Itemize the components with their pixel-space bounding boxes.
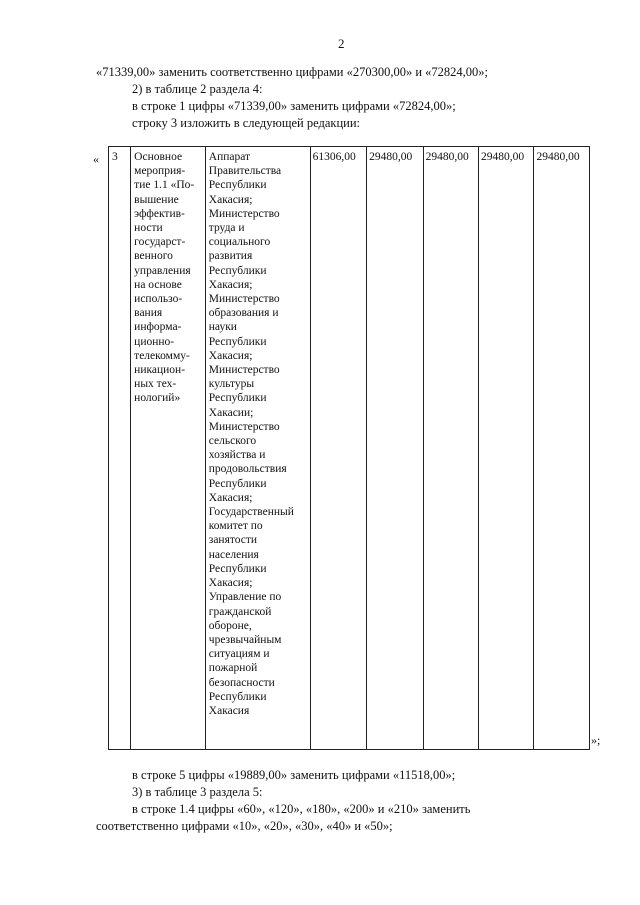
amount-year-cell: 29480,00 [367, 147, 423, 750]
cell-text-line: Хакасия; [208, 193, 253, 206]
text-line: соответственно цифрами «10», «20», «30», «40» и «50»; [96, 819, 393, 833]
cell-text-line: безопасности [208, 676, 275, 689]
cell-text-line: использо- [134, 293, 183, 306]
cell-text-line: Аппарат [208, 151, 251, 163]
cell-text-line: труда и [208, 222, 245, 235]
cell-text-line: Республики [208, 392, 267, 405]
cell-text-line: Хакасия; [208, 491, 253, 504]
cell-text-line: гражданской [208, 605, 272, 618]
text-line: в строке 1.4 цифры «60», «120», «180», «200» и «210» заменить [132, 802, 471, 816]
cell-text-line: Основное [134, 151, 183, 163]
cell-text-line: государст- [134, 236, 186, 249]
cell-text-line: ности [134, 222, 163, 235]
cell-text-line: ционно- [134, 335, 175, 348]
cell-text-line: обороне, [208, 619, 252, 632]
page-number: 2 [338, 36, 345, 51]
cell-text-line: телекомму- [134, 349, 190, 362]
cell-text-line: Республики [208, 179, 267, 192]
cell-text-line: никацион- [134, 364, 186, 377]
cell-text-line: Республики [208, 477, 267, 490]
cell-text-line: продовольствия [208, 463, 287, 476]
amount-year-cell: 29480,00 [479, 147, 534, 750]
cell-text-line: Министерство [208, 207, 280, 220]
cell-text-line: Хакасии; [208, 406, 254, 419]
event-lines [134, 150, 203, 406]
cell-text-line: Управление по [208, 591, 282, 604]
cell-text-line: ных тех- [134, 378, 177, 391]
cell-text-line: венного [134, 250, 173, 263]
cell-text-line: Министерство [208, 293, 280, 306]
cell-text-line: информа- [134, 321, 182, 334]
amount-total-cell: 61306,00 [310, 147, 366, 750]
row-number-cell: 3 [109, 147, 131, 750]
cell-text-line: развития [208, 250, 253, 263]
text-line: строку 3 изложить в следующей редакции: [132, 116, 361, 130]
opening-quote: « [93, 152, 99, 166]
executors-cell [205, 147, 310, 750]
cell-text-line: Правительства [208, 165, 282, 178]
cell-text-line: занятости [208, 534, 258, 547]
cell-text-line: тие 1.1 «По- [134, 179, 195, 192]
cell-text-line: на основе [134, 278, 182, 291]
cell-text-line: Хакасия; [208, 577, 253, 590]
cell-text-line: сельского [208, 435, 257, 448]
cell-text-line: чрезвычайным [208, 633, 282, 646]
cell-text-line: Республики [208, 264, 267, 277]
cell-text-line: пожарной [208, 662, 258, 675]
cell-text-line: хозяйства и [208, 449, 266, 462]
cell-text-line: мероприя- [134, 165, 186, 178]
text-line: в строке 5 цифры «19889,00» заменить цифрами «11518,00»; [132, 768, 456, 782]
cell-text-line: нологий» [134, 392, 181, 405]
cell-text-line: Государственный [208, 506, 294, 519]
cell-text-line: комитет по [208, 520, 263, 533]
amount-year-cell: 29480,00 [534, 147, 590, 750]
cell-text-line: Республики [208, 562, 267, 575]
table-row [109, 147, 590, 750]
program-table [108, 146, 590, 750]
event-cell [131, 147, 206, 750]
cell-text-line: Министерство [208, 420, 280, 433]
cell-text-line: управления [134, 264, 191, 277]
cell-text-line: вышение [134, 193, 179, 206]
cell-text-line: Хакасия; [208, 349, 253, 362]
text-line: «71339,00» заменить соответственно цифрами «270300,00» и «72824,00»; [96, 65, 489, 79]
cell-text-line: Хакасия; [208, 278, 253, 291]
text-line: в строке 1 цифры «71339,00» заменить цифрами «72824,00»; [132, 99, 456, 113]
cell-text-line: Республики [208, 690, 267, 703]
amount-year-cell: 29480,00 [423, 147, 478, 750]
text-line: 3) в таблице 3 раздела 5: [132, 785, 263, 799]
cell-text-line: образования и [208, 307, 279, 320]
text-line: 2) в таблице 2 раздела 4: [132, 82, 263, 96]
cell-text-line: Министерство [208, 364, 280, 377]
cell-text-line: Республики [208, 335, 267, 348]
cell-text-line: науки [208, 321, 237, 334]
cell-text-line: населения [208, 548, 259, 561]
executor-lines [209, 150, 308, 718]
closing-quote: »; [591, 733, 601, 747]
cell-text-line: ситуациям и [208, 648, 270, 661]
cell-text-line: социального [208, 236, 271, 249]
cell-text-line: эффектив- [134, 207, 185, 220]
cell-text-line: Хакасия [208, 704, 250, 717]
cell-text-line: вания [134, 307, 163, 320]
cell-text-line: культуры [208, 378, 255, 391]
